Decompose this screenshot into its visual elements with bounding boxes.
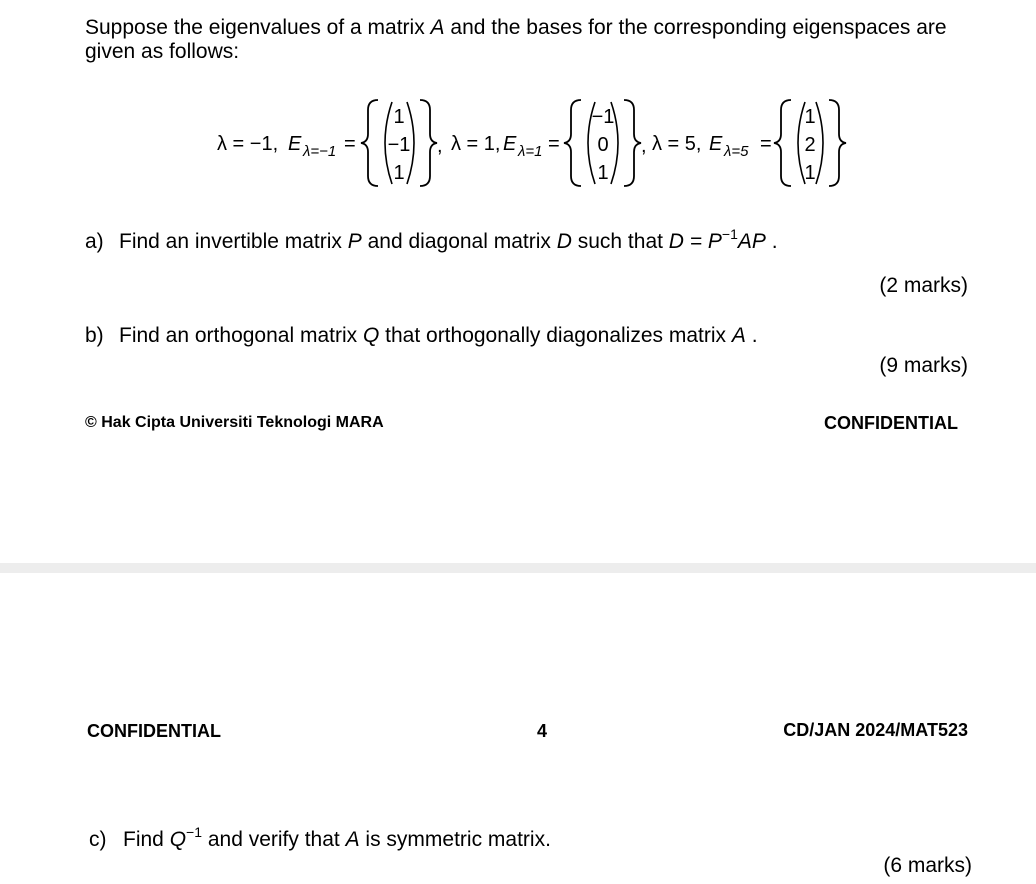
question-b-Q: Q: [362, 324, 380, 347]
question-b-marks: (9 marks): [879, 354, 968, 377]
question-c-text-2: and verify that: [202, 828, 346, 851]
intro-text-2: and the bases for the corresponding eigenspaces are given as follows:: [85, 16, 947, 63]
eigenspace-3-subscript: λ=5: [724, 143, 749, 160]
question-c-A: A: [345, 828, 360, 851]
eigenspace-1-equals: =: [344, 133, 356, 155]
intro-paragraph: [85, 16, 985, 64]
question-a-text-1: Find an invertible matrix: [119, 230, 348, 253]
separator-1: ,: [437, 135, 443, 157]
eigenspace-equations-svg: [215, 90, 855, 195]
eigenspace-3-symbol: E: [709, 133, 723, 155]
question-b-text-1: Find an orthogonal matrix: [119, 324, 363, 347]
question-c-Q: Q: [169, 828, 187, 851]
eigenspace-equations: [215, 90, 855, 195]
eigenspace-2-subscript: λ=1: [518, 143, 543, 160]
separator-2: ,: [641, 135, 647, 157]
lambda-3-equation: λ = 5,: [652, 133, 702, 155]
right-paren-3: [816, 102, 823, 184]
question-b-end: .: [745, 324, 758, 347]
eigenspace-2-symbol: E: [503, 133, 517, 155]
right-brace-1: [420, 100, 437, 186]
left-brace-2: [564, 100, 581, 186]
question-a-marks: (2 marks): [879, 274, 968, 297]
eigen-group-1: [217, 100, 443, 186]
page-number: 4: [537, 721, 548, 741]
question-c-text: [123, 824, 551, 852]
vector-1-entry-2: −1: [387, 134, 411, 156]
lambda-1-equation: λ = −1,: [217, 133, 279, 155]
question-a-equation-rest: AP: [737, 230, 766, 253]
vector-1-entry-1: 1: [393, 106, 405, 128]
vector-3-entry-3: 1: [804, 162, 816, 184]
question-a-end: .: [765, 230, 778, 253]
eigen-group-2: [451, 100, 647, 186]
question-b-A: A: [731, 324, 746, 347]
left-brace-3: [774, 100, 791, 186]
question-a-text-2: and diagonal matrix: [361, 230, 557, 253]
question-c-text-1: Find: [123, 828, 170, 851]
question-a-D: D: [556, 230, 572, 253]
copyright-notice: © Hak Cipta Universiti Teknologi MARA: [85, 414, 384, 431]
question-c-label: c): [89, 828, 107, 851]
left-brace-1: [361, 100, 378, 186]
question-a-label: a): [85, 230, 104, 253]
question-b-text-2: that orthogonally diagonalizes matrix: [379, 324, 732, 347]
lambda-2-equation: λ = 1,: [451, 133, 501, 155]
right-brace-2: [624, 100, 641, 186]
eigenspace-3-equals: =: [760, 133, 772, 155]
vector-2-entry-3: 1: [597, 162, 609, 184]
question-a-text: [119, 226, 778, 254]
question-c-text-3: is symmetric matrix.: [359, 828, 551, 851]
page-separator: [0, 563, 1036, 573]
question-a-exponent: −1: [721, 226, 738, 242]
vector-2-entry-1: −1: [591, 106, 615, 128]
footer-confidential: CONFIDENTIAL: [824, 413, 958, 433]
question-b-label: b): [85, 324, 104, 347]
eigenspace-1-subscript: λ=−1: [303, 143, 337, 160]
header-confidential: CONFIDENTIAL: [87, 721, 221, 741]
question-c-marks: (6 marks): [883, 854, 972, 877]
eigenspace-1-symbol: E: [288, 133, 302, 155]
question-a-text-3: such that: [571, 230, 669, 253]
eigen-group-3: [652, 100, 846, 186]
vector-3-entry-1: 1: [804, 106, 816, 128]
vector-1-entry-3: 1: [393, 162, 405, 184]
paper-code: CD/JAN 2024/MAT523: [783, 720, 968, 740]
question-c-exponent: −1: [186, 824, 202, 840]
intro-matrix-symbol: A: [430, 16, 445, 39]
question-a-equation: D = P: [668, 230, 722, 253]
eigenspace-2-equals: =: [548, 133, 560, 155]
vector-3-entry-2: 2: [804, 134, 816, 156]
question-b-text: [119, 324, 758, 348]
vector-2-entry-2: 0: [597, 134, 609, 156]
question-a-P: P: [347, 230, 362, 253]
intro-text-1: Suppose the eigenvalues of a matrix: [85, 16, 431, 39]
right-brace-3: [829, 100, 846, 186]
